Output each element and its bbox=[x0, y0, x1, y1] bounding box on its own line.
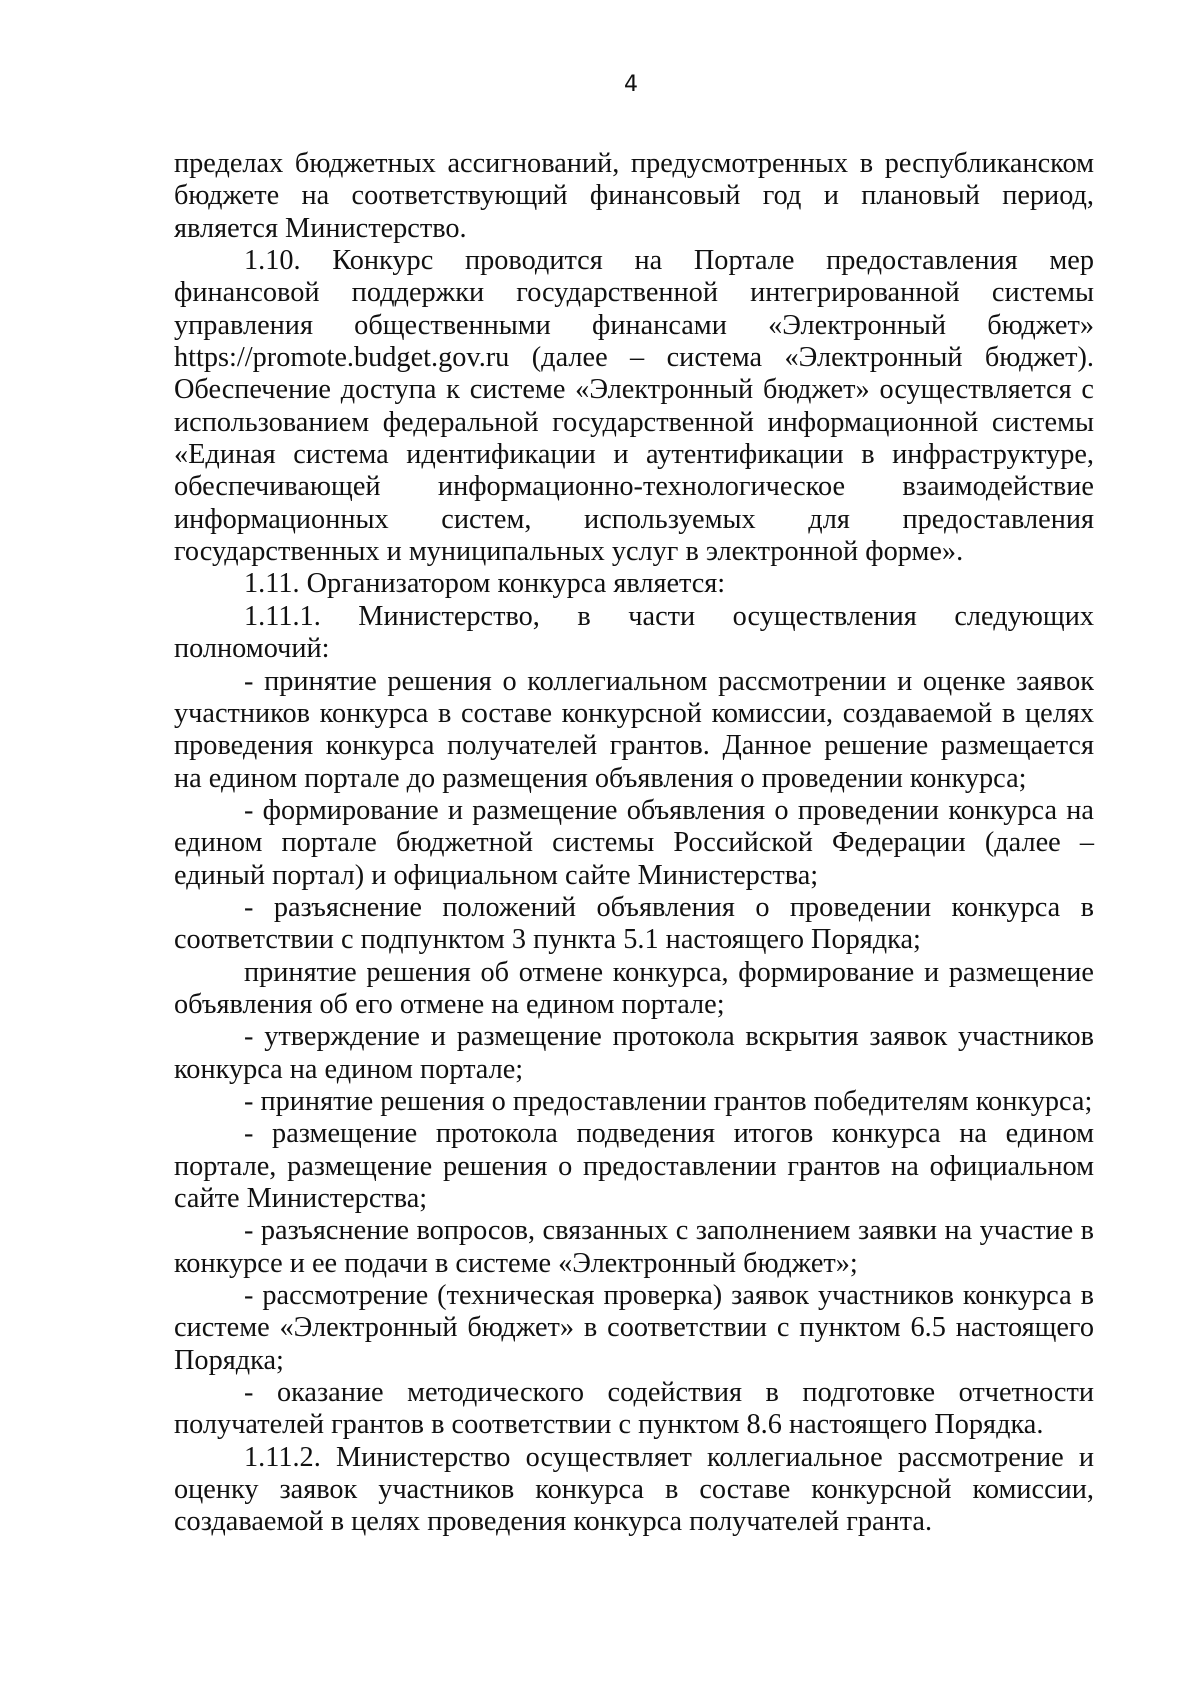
paragraph-1-11-1: 1.11.1. Министерство, в части осуществления следующих полномочий: bbox=[174, 600, 1094, 665]
list-item-clarification: - разъяснение положений объявления о проведении конкурса в соответствии с подпунктом 3 пункта 5.1 настоящего Порядка; bbox=[174, 891, 1094, 956]
paragraph-1-10: 1.10. Конкурс проводится на Портале предоставления мер финансовой поддержки государственной интегрированной системы управления общественными финансами «Электронный бюджет» https://promote.budget.gov.ru (далее – система «Электронный бюджет). Обеспечение доступа к системе «Электронный бюджет» осуществляется с использованием федеральной государственной информационной системы «Единая система идентификации и аутентификации в инфраструктуре, обеспечивающей информационно-технологическое взаимодействие информационных систем, используемых для предоставления государственных и муниципальных услуг в электронной форме». bbox=[174, 245, 1094, 568]
list-item-opening-protocol: - утверждение и размещение протокола вскрытия заявок участников конкурса на едином портале; bbox=[174, 1021, 1094, 1085]
list-item-application-questions: - разъяснение вопросов, связанных с заполнением заявки на участие в конкурсе и ее подачи в системе «Электронный бюджет»; bbox=[174, 1215, 1094, 1279]
paragraph-1-11: 1.11. Организатором конкурса является: bbox=[244, 568, 726, 600]
list-item-grant-decision: - принятие решения о предоставлении грантов победителям конкурса; bbox=[244, 1085, 1093, 1117]
list-item-results-protocol: - размещение протокола подведения итогов конкурса на едином портале, размещение решения о предоставлении грантов на официальном сайте Министерства; bbox=[174, 1118, 1094, 1214]
paragraph-budget-continuation: пределах бюджетных ассигнований, предусмотренных в республиканском бюджете на соответствующий финансовый год и плановый период, является Министерство. bbox=[174, 148, 1094, 244]
document-body bbox=[174, 148, 1094, 1539]
list-item-cancellation: принятие решения об отмене конкурса, формирование и размещение объявления об его отмене на едином портале; bbox=[174, 956, 1094, 1020]
list-item-technical-check: - рассмотрение (техническая проверка) заявок участников конкурса в системе «Электронный бюджет» в соответствии с пунктом 6.5 настоящего Порядка; bbox=[174, 1280, 1094, 1376]
list-item-announcement: - формирование и размещение объявления о проведении конкурса на едином портале бюджетной системы Российской Федерации (далее – единый портал) и официальном сайте Министерства; bbox=[174, 794, 1094, 891]
list-item-collegial-decision: - принятие решения о коллегиальном рассмотрении и оценке заявок участников конкурса в составе конкурсной комиссии, создаваемой в целях проведения конкурса получателей грантов. Данное решение размещается на едином портале до размещения объявления о проведении конкурса; bbox=[174, 665, 1094, 794]
list-item-methodical-support: - оказание методического содействия в подготовке отчетности получателей грантов в соответствии с пунктом 8.6 настоящего Порядка. bbox=[174, 1377, 1094, 1441]
paragraph-1-11-2: 1.11.2. Министерство осуществляет коллегиальное рассмотрение и оценку заявок участников конкурса в составе конкурсной комиссии, создаваемой в целях проведения конкурса получателей гранта. bbox=[174, 1441, 1094, 1538]
page-number: 4 bbox=[624, 72, 638, 97]
